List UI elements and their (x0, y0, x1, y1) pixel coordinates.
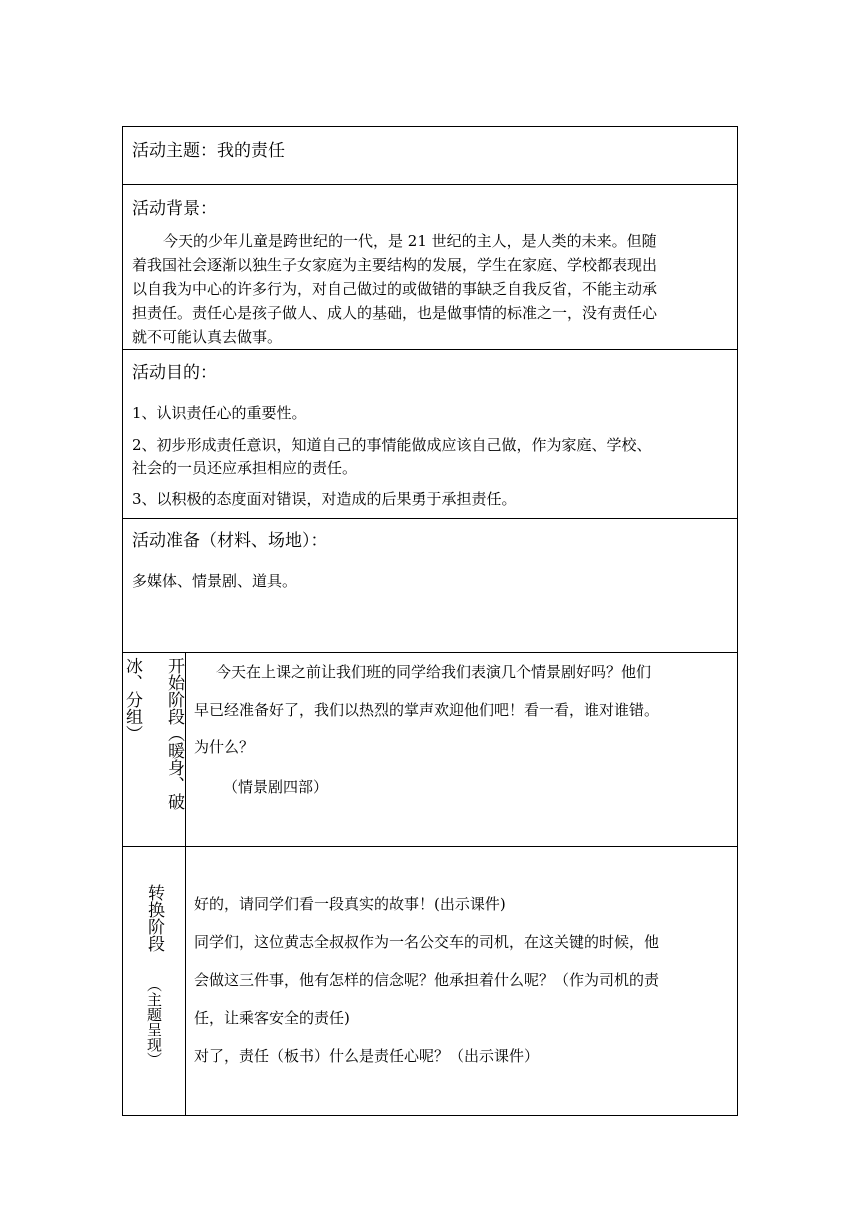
stage1-label-continued: 冰、分组） (122, 657, 142, 742)
background-line: 就不可能认真去做事。 (132, 328, 283, 346)
stage2-line: 同学们，这位黄志全叔叔作为一名公交车的司机，在这关键的时候，他 (194, 933, 660, 951)
row-divider (123, 184, 737, 185)
theme-label: 活动主题： (132, 141, 217, 161)
background-line: 以自我为中心的许多行为，对自己做过的或做错的事缺乏自我反省，不能主动承 (132, 280, 658, 298)
column-divider (185, 652, 186, 1116)
goal-item: 社会的一员还应承担相应的责任。 (132, 459, 358, 477)
background-heading: 活动背景： (132, 199, 217, 219)
row-divider (123, 518, 737, 519)
stage2-line: 任，让乘客安全的责任) (194, 1009, 350, 1027)
prep-text: 多媒体、情景剧、道具。 (132, 572, 298, 590)
row-divider (123, 846, 737, 847)
stage2-line: 对了，责任（板书）什么是责任心呢？（出示课件） (194, 1047, 540, 1065)
stage2-label: 转换阶段 (144, 884, 164, 952)
stage2-line: 好的，请同学们看一段真实的故事！(出示课件) (194, 895, 506, 913)
prep-heading: 活动准备（材料、场地）： (132, 531, 328, 551)
background-line: 今天的少年儿童是跨世纪的一代，是 21 世纪的主人，是人类的未来。但随 (163, 232, 657, 250)
goal-item: 2、初步形成责任意识，知道自己的事情能做成应该自己做，作为家庭、学校、 (132, 436, 652, 454)
row-divider (123, 349, 737, 350)
background-line: 担责任。责任心是孩子做人、成人的基础，也是做事情的标准之一，没有责任心 (132, 304, 658, 322)
theme-row (132, 141, 285, 161)
background-line: 着我国社会逐渐以独生子女家庭为主要结构的发展，学生在家庭、学校都表现出 (132, 256, 658, 274)
stage1-label: 开始阶段（暖身、破 (164, 657, 184, 810)
theme-value: 我的责任 (217, 141, 285, 161)
goal-item: 3、以积极的态度面对错误，对造成的后果勇于承担责任。 (132, 490, 517, 508)
goals-heading: 活动目的： (132, 363, 217, 383)
stage1-line: 为什么？ (194, 738, 255, 756)
stage2-line: 会做这三件事，他有怎样的信念呢？他承担着什么呢？（作为司机的责 (194, 971, 660, 989)
stage1-line: 今天在上课之前让我们班的同学给我们表演几个情景剧好吗？他们 (216, 663, 652, 681)
stage1-line: 早已经准备好了，我们以热烈的掌声欢迎他们吧！看一看，谁对谁错。 (194, 701, 660, 719)
goal-item: 1、认识责任心的重要性。 (132, 404, 307, 422)
activity-plan-table (122, 126, 738, 1116)
stage1-line: （情景剧四部） (223, 778, 329, 796)
row-divider (123, 652, 737, 653)
stage2-label-continued: （主题呈现） (145, 977, 163, 1067)
